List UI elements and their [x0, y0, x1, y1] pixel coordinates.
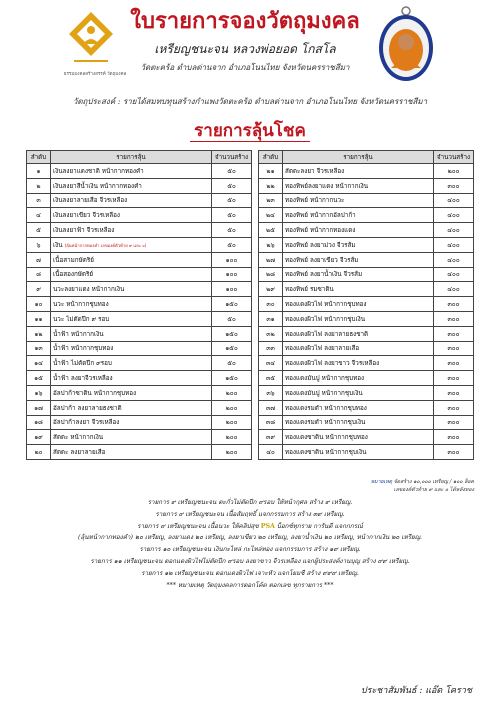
- item-name-text: ทองทิพย์ หน้ากากทองแดง: [285, 227, 356, 235]
- item-name-text: สัตตะลงยา จีวรเหลือง: [285, 167, 345, 175]
- row-quantity: ๑๕๐: [212, 326, 252, 341]
- note-line: รายการ ๙ เหรียญชนะจน ตะกั่วไม่ตัดปีก ๙รอบ ให้หน้ากุศล สร้าง ๙ เหรียญ.: [147, 499, 353, 506]
- row-item-name: [283, 341, 434, 356]
- item-name-text: เงินลงยาลายเสือ จีวรเหลือง: [53, 197, 128, 205]
- table-row: [27, 311, 252, 326]
- header-name: รายการลุ้น: [283, 151, 434, 164]
- row-quantity: ๔๐๐: [434, 252, 474, 267]
- footnote-text-1: จัดสร้าง ๑๐,๐๐๐ เหรียญ / ๑๐๐ ล็อค: [393, 479, 474, 485]
- item-name-text: เงินลงยาเขียว จีวรเหลือง: [53, 212, 120, 220]
- row-item-name: [283, 371, 434, 386]
- row-number: ๑๕: [27, 371, 51, 386]
- row-quantity: ๒๐๐: [212, 445, 252, 460]
- item-name-text: นวะ ไม่ตัดปีก ๙ รอบ: [53, 315, 110, 323]
- purpose-line: วัตถุประสงค์ : รายได้สมทบทุนสร้างกำแพงวัดตะคร้อ ตำบลด่านจาก อำเภอโนนไทย จังหวัดนครราชสีมา: [72, 97, 428, 106]
- row-number: ๑๖: [27, 385, 51, 400]
- row-number: ๓๔: [259, 356, 283, 371]
- item-name-text: สัตตะ ลงยาลายเสือ: [53, 449, 106, 457]
- item-name-text: เนื้อสองกษัตริย์: [53, 271, 94, 279]
- row-number: ๑๗: [27, 400, 51, 415]
- row-item-name: [283, 326, 434, 341]
- row-quantity: ๑๐๐: [212, 267, 252, 282]
- row-number: ๒๓: [259, 193, 283, 208]
- row-quantity: ๔๐๐: [434, 267, 474, 282]
- table-header-row: [259, 151, 474, 164]
- item-name-text: น้ำฟ้า หน้ากากชุบทอง: [53, 345, 114, 353]
- row-number: ๒๖: [259, 237, 283, 252]
- table-header-row: [27, 151, 252, 164]
- row-number: ๑๘: [27, 415, 51, 430]
- row-quantity: ๑๕๐: [212, 341, 252, 356]
- row-item-name: [283, 223, 434, 238]
- table-row: [259, 400, 474, 415]
- row-item-name: [283, 385, 434, 400]
- row-quantity: ๑๐๐: [212, 252, 252, 267]
- footnote-text-2: เลของค์ตัวท้าย ๙ และ ๐ ได้หลังทอง: [393, 487, 474, 493]
- table-row: [259, 178, 474, 193]
- row-number: ๕: [27, 223, 51, 238]
- item-name-text: ทองแดงซาติน หน้ากากชุบทอง: [285, 434, 368, 442]
- row-quantity: ๓๐๐: [434, 371, 474, 386]
- row-quantity: ๕๐: [212, 178, 252, 193]
- item-name-text: น้ำฟ้า ไม่ตัดปีก ๙รอบ: [53, 360, 112, 368]
- row-item-name: [283, 164, 434, 179]
- item-name-text: ทองทิพย์ ลงยาเขียว จีวรส้ม: [285, 256, 359, 264]
- row-item-name: [51, 445, 212, 460]
- row-quantity: ๓๐๐: [434, 311, 474, 326]
- row-number: ๓๖: [259, 385, 283, 400]
- row-item-name: [283, 356, 434, 371]
- row-number: ๓๐: [259, 297, 283, 312]
- row-number: ๑๔: [27, 356, 51, 371]
- row-number: ๓: [27, 193, 51, 208]
- pr-credit: ประชาสัมพันธ์ : แอ๊ด โคราช: [360, 686, 472, 696]
- table-row: [259, 326, 474, 341]
- table-row: [259, 371, 474, 386]
- item-name-text: ทองทิพย์ลงยาแดง หน้ากากเงิน: [285, 182, 369, 190]
- prize-list-title: [0, 117, 500, 144]
- note-line: รายการ ๑๒ เหรียญชนะจน ตอกแดงผิวไฟ เจาะหัว แจกโยมชี สร้าง ๙๙๙ เหรียญ.: [141, 569, 359, 577]
- row-item-name: [283, 311, 434, 326]
- item-name-text: อัลปาก้าซาติน หน้ากากชุบทอง: [53, 389, 137, 397]
- row-quantity: ๓๐๐: [434, 326, 474, 341]
- row-item-name: [51, 178, 212, 193]
- item-name-text: ทองแดงซาติน หน้ากากชุบเงิน: [285, 449, 367, 457]
- table-row: [259, 208, 474, 223]
- row-quantity: ๔๐๐: [434, 282, 474, 297]
- item-name-text: ทองแดงผิวไฟ หน้ากากชุบทอง: [285, 301, 367, 309]
- row-number: ๒๙: [259, 282, 283, 297]
- table-row: [27, 237, 252, 252]
- row-number: ๔๐: [259, 445, 283, 460]
- item-name-text: ทองแดงผิวไฟ หน้ากากชุบเงิน: [285, 315, 366, 323]
- table-row: [27, 445, 252, 460]
- table-row: [27, 282, 252, 297]
- table-row: [259, 385, 474, 400]
- row-item-name: [283, 297, 434, 312]
- row-number: ๔: [27, 208, 51, 223]
- row-number: ๑: [27, 164, 51, 179]
- row-item-name: [283, 252, 434, 267]
- item-name-text: ทองแดงมันปู หน้ากากชุบเงิน: [285, 389, 363, 397]
- item-name-text: ทองแดงรมดำ หน้ากากชุบทอง: [285, 404, 367, 412]
- table-row: [259, 252, 474, 267]
- item-name-text: อัลปาก้าลงยา จีวรเหลือง: [53, 419, 120, 427]
- row-number: ๑๑: [27, 311, 51, 326]
- table-row: [259, 237, 474, 252]
- item-sub-note: (ลุ้นหน้ากากทองคำ เลของค์ตัวท้าย ๙ และ ๐): [64, 242, 147, 248]
- row-quantity: ๓๐๐: [434, 297, 474, 312]
- table-row: [259, 356, 474, 371]
- row-item-name: [51, 430, 212, 445]
- temple-location: วัดตะคร้อ ตำบลด่านจาก อำเภอโนนไทย จังหวัดนครราชสีมา: [140, 63, 350, 72]
- row-number: ๑๙: [27, 430, 51, 445]
- table-row: [27, 164, 252, 179]
- footnote-line-1: [371, 478, 474, 486]
- row-number: ๓๗: [259, 400, 283, 415]
- table-row: [27, 341, 252, 356]
- table-row: [27, 193, 252, 208]
- row-item-name: [51, 164, 212, 179]
- item-name-text: เนื้อสามกษัตริย์: [53, 256, 94, 264]
- note-line: รายการ ๙ เหรียญชนะจน เนื้อนวะ ให้คลิปสุข PSA บ็อกซ์ทุกราย การันตี แจกกกรณ์: [137, 522, 363, 530]
- item-name-text: น้ำฟ้า หน้ากากเงิน: [53, 330, 104, 338]
- item-name-text: ทองทิพย์ ลงยาน้ำเงิน จีวรส้ม: [285, 271, 363, 279]
- production-footnote: [371, 478, 474, 494]
- row-number: ๑๒: [27, 326, 51, 341]
- row-number: ๒๗: [259, 252, 283, 267]
- row-quantity: ๓๐๐: [434, 445, 474, 460]
- row-number: ๓๑: [259, 311, 283, 326]
- row-item-name: [51, 341, 212, 356]
- table-row: [259, 223, 474, 238]
- note-line: รายการ ๑๐ เหรียญชนะจน เงินกะไหล่ กะไหล่ทอง แจกกรรมการ สร้าง ๑๙ เหรียญ.: [139, 546, 361, 554]
- row-quantity: ๕๐: [212, 311, 252, 326]
- amulet-medal-icon: [376, 6, 436, 84]
- prize-list-title-text: รายการลุ้นโชค: [190, 121, 310, 142]
- row-number: ๖: [27, 237, 51, 252]
- row-item-name: [51, 311, 212, 326]
- row-number: ๘: [27, 267, 51, 282]
- item-name-text: เงิน: [53, 241, 63, 249]
- row-item-name: [51, 326, 212, 341]
- row-number: ๒๐: [27, 445, 51, 460]
- header-name: รายการลุ้น: [51, 151, 212, 164]
- row-item-name: [51, 252, 212, 267]
- row-quantity: ๕๐: [212, 208, 252, 223]
- header-qty: จำนวนสร้าง: [434, 151, 474, 164]
- row-quantity: ๒๐๐: [434, 164, 474, 179]
- row-item-name: [51, 371, 212, 386]
- table-row: [259, 297, 474, 312]
- item-name-text: ทองแดงผิวไฟ ลงยาลายธงชาติ: [285, 330, 369, 338]
- temple-logo-icon: [66, 10, 116, 72]
- item-name-text: เงินลงยาแดงชาติ หน้ากากทองคำ: [53, 167, 144, 175]
- footnote-label: หมายเหตุ: [370, 479, 393, 485]
- item-name-text: น้ำฟ้า ลงยาจีวรเหลือง: [53, 375, 113, 383]
- row-quantity: ๔๐๐: [434, 223, 474, 238]
- header: [0, 0, 500, 88]
- prize-table-right: [258, 150, 474, 460]
- row-item-name: [283, 178, 434, 193]
- prize-table-left: [26, 150, 252, 460]
- row-quantity: ๓๐๐: [434, 341, 474, 356]
- row-item-name: [283, 193, 434, 208]
- table-row: [27, 297, 252, 312]
- table-row: [27, 208, 252, 223]
- psa-logo-text: PSA: [260, 522, 275, 530]
- row-number: ๗: [27, 252, 51, 267]
- table-row: [27, 430, 252, 445]
- row-quantity: ๒๐๐: [212, 430, 252, 445]
- item-name-text: นวะลงยาแดง หน้ากากเงิน: [53, 286, 125, 294]
- row-quantity: ๓๐๐: [434, 356, 474, 371]
- row-item-name: [51, 193, 212, 208]
- row-item-name: [51, 223, 212, 238]
- item-name-text: ทองทิพย์ ลงยาม่วง จีวรส้ม: [285, 241, 356, 249]
- item-name-text: ทองทิพย์ หน้ากากอัลปาก้า: [285, 212, 356, 220]
- note-line: (ลุ้นหน้ากากทองคำ) ๒๐ เหรียญ, ลงยาแดง ๒๐ เหรียญ, ลงยาเขียว ๒๐ เหรียญ, ลงยาน้ำเงิน ๒๐ เหรียญ, หน้ากากเงิน ๒๐ เหรียญ.: [77, 534, 423, 542]
- note-line: รายการ ๑๑ เหรียญชนะจน ตอกแดงผิวไฟไม่ตัดปีก ๙รอบ ลงยาขาว จีวรเหลือง แจกผู้ประสงค์งานบุญ สร้าง ๙๙ เหรียญ.: [90, 557, 410, 565]
- row-item-name: [51, 282, 212, 297]
- row-quantity: ๓๐๐: [434, 400, 474, 415]
- row-number: ๓๒: [259, 326, 283, 341]
- table-row: [27, 371, 252, 386]
- item-name-text: ทองแดงผิวไฟ ลงยาลายเสือ: [285, 345, 360, 353]
- row-item-name: [283, 208, 434, 223]
- table-row: [259, 311, 474, 326]
- row-item-name: [51, 237, 212, 252]
- row-item-name: [283, 237, 434, 252]
- row-item-name: [51, 208, 212, 223]
- row-number: ๓๓: [259, 341, 283, 356]
- row-quantity: ๔๐๐: [434, 237, 474, 252]
- row-number: ๒๒: [259, 178, 283, 193]
- row-quantity: ๓๐๐: [434, 178, 474, 193]
- table-row: [27, 267, 252, 282]
- row-number: ๒๕: [259, 223, 283, 238]
- row-item-name: [51, 385, 212, 400]
- table-row: [27, 400, 252, 415]
- row-quantity: ๕๐: [212, 164, 252, 179]
- row-quantity: ๓๐๐: [434, 385, 474, 400]
- table-row: [27, 415, 252, 430]
- row-quantity: ๕๐: [212, 237, 252, 252]
- table-row: [259, 415, 474, 430]
- row-number: ๒: [27, 178, 51, 193]
- table-row: [259, 445, 474, 460]
- table-row: [259, 267, 474, 282]
- row-item-name: [283, 400, 434, 415]
- row-item-name: [51, 415, 212, 430]
- item-name-text: ทองแดงมันปู หน้ากากชุบทอง: [285, 375, 365, 383]
- header-qty: จำนวนสร้าง: [212, 151, 252, 164]
- row-number: ๒๑: [259, 164, 283, 179]
- table-row: [27, 356, 252, 371]
- row-number: ๒๔: [259, 208, 283, 223]
- row-number: ๓๙: [259, 430, 283, 445]
- row-quantity: ๕๐: [212, 356, 252, 371]
- table-row: [27, 385, 252, 400]
- table-row: [27, 252, 252, 267]
- header-num: ลำดับ: [259, 151, 283, 164]
- table-row: [259, 430, 474, 445]
- notes-block: [0, 497, 500, 591]
- item-name-text: สัตตะ หน้ากากเงิน: [53, 434, 104, 442]
- table-row: [27, 178, 252, 193]
- row-quantity: ๔๐๐: [434, 193, 474, 208]
- logo-caption: ธรรมมงคลสร้างสรรค์ วัตถุมงคล: [63, 72, 127, 77]
- row-item-name: [51, 400, 212, 415]
- item-name-text: อัลปาก้า ลงยาลายธงชาติ: [53, 404, 122, 412]
- table-row: [27, 223, 252, 238]
- table-row: [259, 193, 474, 208]
- row-item-name: [283, 267, 434, 282]
- item-name-text: ทองทิพย์ รมซาติน: [285, 286, 334, 294]
- header-num: ลำดับ: [27, 151, 51, 164]
- row-item-name: [283, 415, 434, 430]
- note-line: *** หมายเหตุ วัตถุมงคลการตอกโค้ด ตอกเลข ทุกรายการ ***: [166, 581, 334, 589]
- row-item-name: [283, 282, 434, 297]
- item-name-text: นวะ หน้ากากชุบทอง: [53, 301, 109, 309]
- row-number: ๑๐: [27, 297, 51, 312]
- row-number: ๓๘: [259, 415, 283, 430]
- row-quantity: ๕๐: [212, 193, 252, 208]
- row-item-name: [51, 356, 212, 371]
- row-quantity: ๒๐๐: [212, 415, 252, 430]
- row-item-name: [283, 430, 434, 445]
- row-quantity: ๔๐๐: [434, 208, 474, 223]
- row-quantity: ๓๐๐: [434, 415, 474, 430]
- row-number: ๓๕: [259, 371, 283, 386]
- page-title: ใบรายการจองวัตถุมงคล: [130, 8, 360, 34]
- row-number: ๙: [27, 282, 51, 297]
- row-quantity: ๑๕๐: [212, 371, 252, 386]
- row-quantity: ๑๐๐: [212, 282, 252, 297]
- table-row: [259, 164, 474, 179]
- row-number: ๑๓: [27, 341, 51, 356]
- row-item-name: [51, 297, 212, 312]
- row-quantity: ๓๐๐: [434, 430, 474, 445]
- row-item-name: [283, 445, 434, 460]
- row-quantity: ๒๐๐: [212, 385, 252, 400]
- table-row: [259, 282, 474, 297]
- row-quantity: ๕๐: [212, 223, 252, 238]
- item-name-text: ทองแดงผิวไฟ ลงยาขาว จีวรเหลือง: [285, 360, 380, 368]
- item-name-text: ทองแดงรมดำ หน้ากากชุบเงิน: [285, 419, 366, 427]
- table-row: [259, 341, 474, 356]
- item-name-text: เงินลงยาสีน้ำเงิน หน้ากากทองคำ: [53, 182, 142, 190]
- row-number: ๒๘: [259, 267, 283, 282]
- amulet-subtitle: เหรียญชนะจน หลวงพ่อยอด โกสโล: [154, 42, 336, 56]
- row-quantity: ๑๕๐: [212, 297, 252, 312]
- row-item-name: [51, 267, 212, 282]
- note-line: รายการ ๙ เหรียญชนะจน เนื้อสัมฤทธิ์ แจกกรรมการ สร้าง ๓๙ เหรียญ.: [155, 510, 345, 518]
- table-row: [27, 326, 252, 341]
- item-name-text: ทองทิพย์ หน้ากากนวะ: [285, 197, 345, 205]
- item-name-text: เงินลงยาฟ้า จีวรเหลือง: [53, 227, 115, 235]
- row-quantity: ๒๐๐: [212, 400, 252, 415]
